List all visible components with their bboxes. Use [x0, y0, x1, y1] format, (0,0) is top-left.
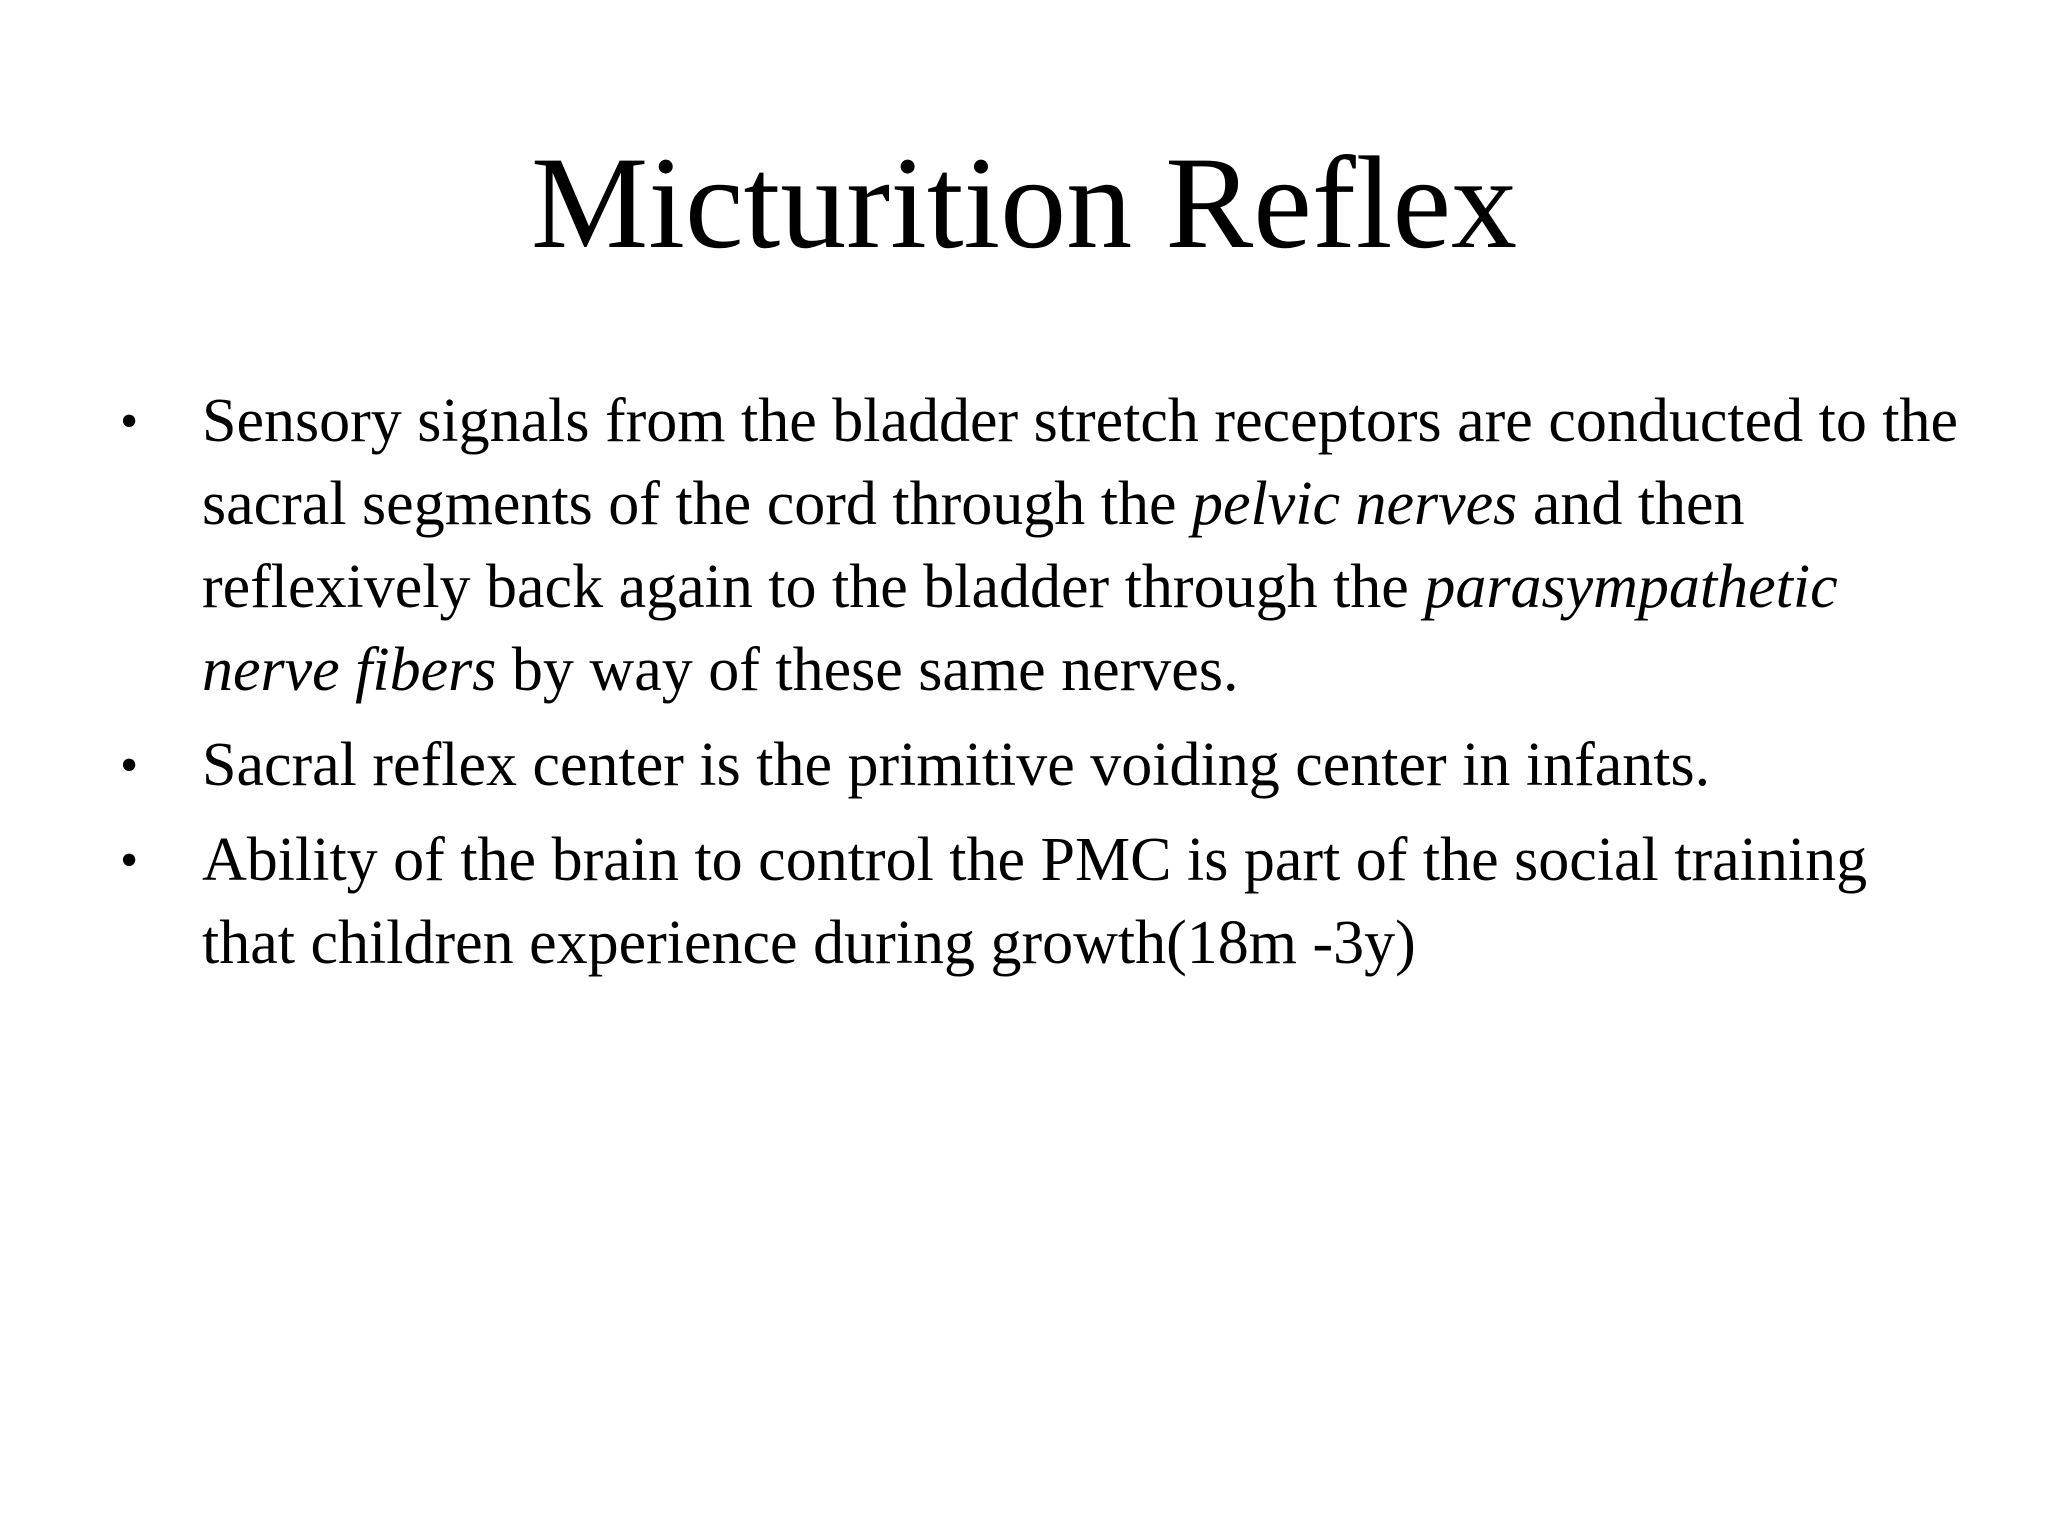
bullet-text: Ability of the brain to control the PMC is part of the social training that children experience during growth(18m -3y) [202, 826, 1868, 977]
bullet-item [120, 380, 1960, 712]
bullet-text: Sacral reflex center is the primitive voiding center in infants. [202, 731, 1711, 799]
bullet-text-segment: Sensory signals from the bladder stretch receptors are conducted to the sacral segments of the cord through the [202, 387, 1959, 538]
bullet-item [120, 819, 1960, 985]
bullet-text-emphasis: parasympathetic nerve fibers [202, 553, 1838, 704]
bullet-icon: • [120, 832, 139, 889]
bullet-text-segment: and then reflexively back again to the bladder through the [202, 470, 1745, 621]
bullet-icon: • [120, 737, 139, 794]
bullet-text [202, 387, 1958, 704]
bullet-item [120, 724, 1960, 807]
bullet-list [120, 380, 1960, 997]
bullet-icon: • [120, 393, 139, 450]
slide-title: Micturition Reflex [530, 129, 1518, 276]
bullet-text-emphasis: pelvic nerves [1191, 470, 1518, 538]
bullet-text-segment: by way of these same nerves. [496, 636, 1239, 704]
